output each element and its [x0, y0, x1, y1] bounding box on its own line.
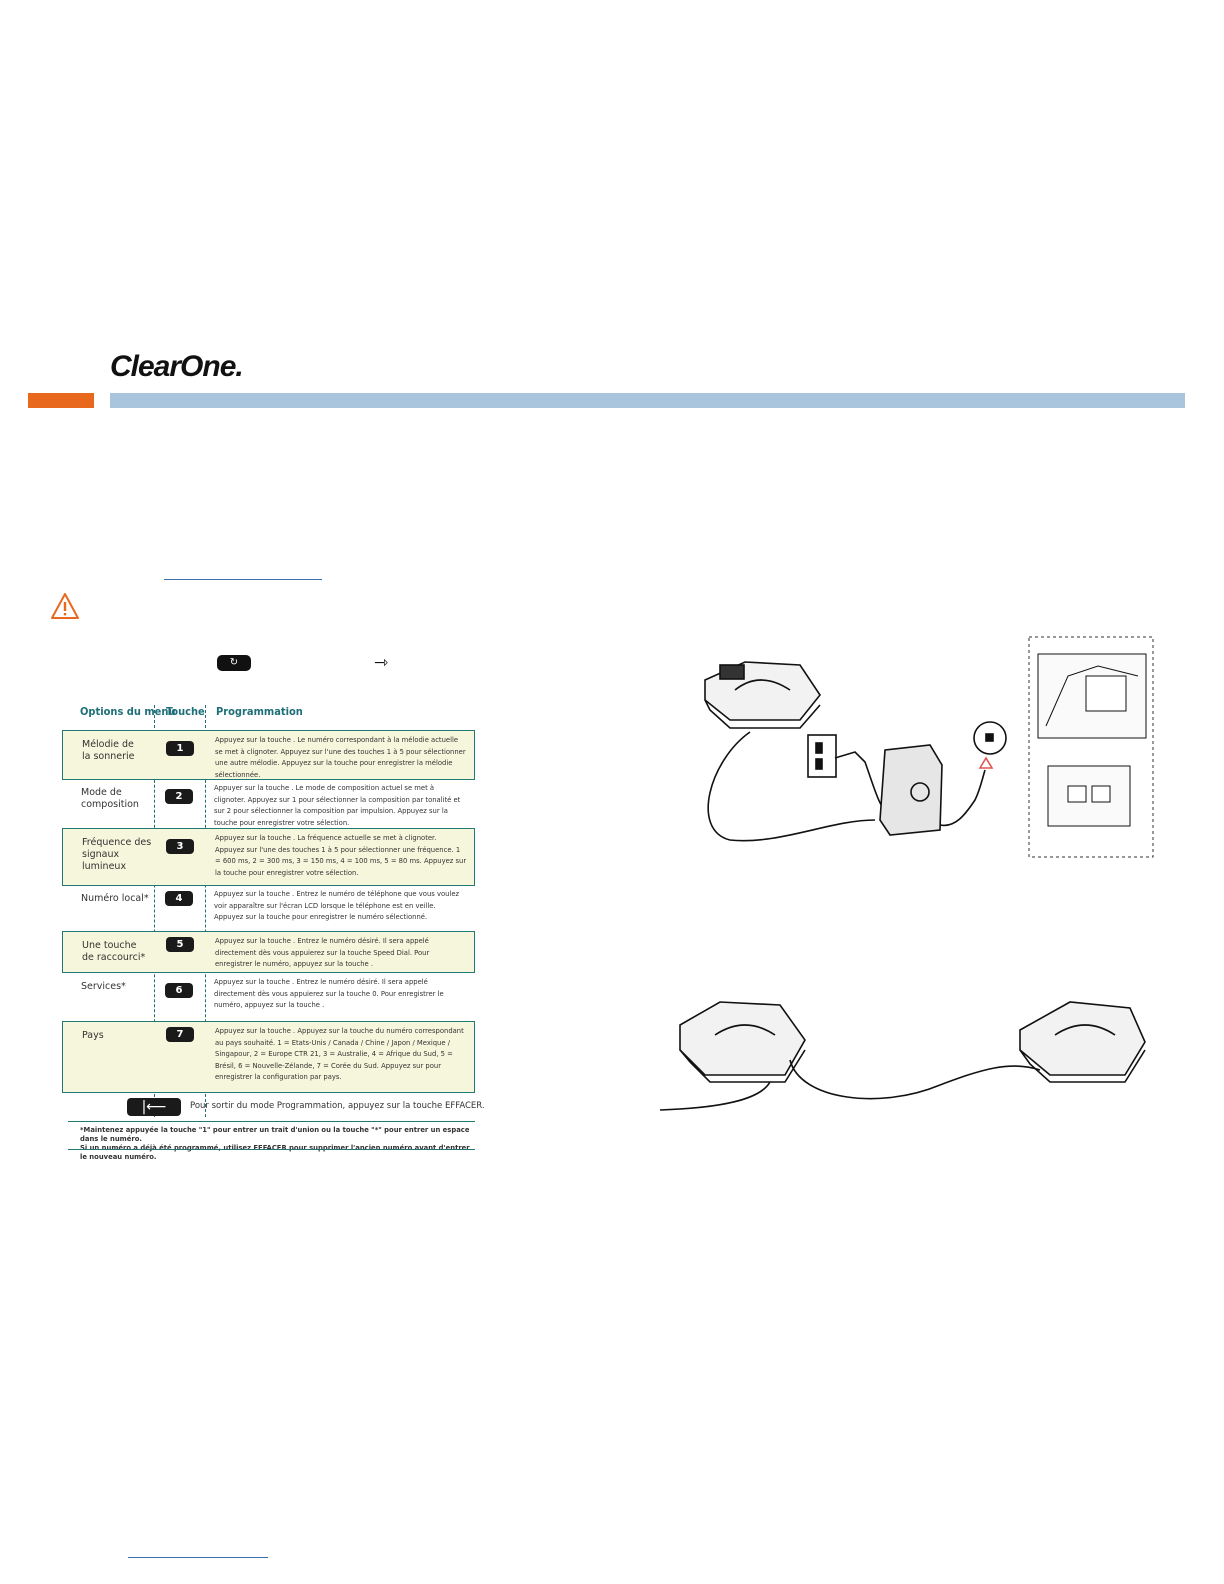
- orange-accent-bar: [28, 393, 94, 408]
- warning-triangle-icon: [50, 592, 80, 620]
- col-header-options: Options du menu: [80, 705, 176, 718]
- option-label: Numéro local*: [81, 893, 149, 904]
- header-rule: [110, 393, 1185, 408]
- key-2-icon: 2: [165, 789, 193, 804]
- programming-text: Appuyez sur la touche . Le numéro correspondant à la mélodie actuelle se met à clignoter. Appuyez sur l'une des touches 1 à 5 pour sélectionner une autre mélodie. Appuyez sur la touche pour enregistrer la mélodie sélectionnée.: [215, 736, 466, 779]
- key-7-icon: 7: [166, 1027, 194, 1042]
- programming-text: Appuyez sur la touche . Entrez le numéro désiré. Il sera appelé directement dès vous appuierez sur la touche Speed Dial. Pour enregistrer le numéro, appuyez sur la touche .: [215, 937, 430, 968]
- table-row: [62, 973, 473, 1019]
- programming-text: Appuyez sur la touche . Entrez le numéro de téléphone que vous voulez voir apparaître sur l'écran LCD lorsque le téléphone est en veille. Appuyez sur la touche pour enregistrer le numéro sélectionné.: [214, 890, 460, 921]
- divider: [68, 1121, 475, 1122]
- col-header-key: Touche: [166, 705, 205, 718]
- programming-text: Appuyez sur la touche . Appuyez sur la touche du numéro correspondant au pays souhaité. 1 = Etats-Unis / Canada / Chine / Japon / Mexique / Singapour, 2 = Europe CTR 21, 3 = Australie, 4 = Afrique du Sud, 5 = Brésil, 6 = Nouvelle-Zélande, 7 = Corée du Sud. Appuyez sur pour enregistrer la configuration par pays.: [215, 1027, 464, 1081]
- option-label: Une touche de raccourci*: [82, 940, 146, 963]
- programming-text: Appuyer sur la touche . Le mode de composition actuel se met à clignoter. Appuyez sur 1 pour sélectionner la composition par tonalité et sur 2 pour sélectionner la composition par impulsion. Appuyez sur la touche pour enregistrer votre sélection.: [214, 784, 461, 827]
- programming-table: [62, 705, 475, 1155]
- footnote-line: Si un numéro a déjà été programmé, utilisez EFFACER pour supprimer l'ancien numéro avant d'entrer le nouveau numéro.: [80, 1144, 470, 1161]
- option-label: Fréquence des signaux lumineux: [82, 837, 152, 872]
- footnote: [80, 1126, 475, 1162]
- table-row: [62, 1021, 475, 1093]
- speaker-key-icon: ↻: [217, 655, 251, 671]
- table-row: [62, 779, 473, 827]
- key-3-icon: 3: [166, 839, 194, 854]
- footnote-line: *Maintenez appuyée la touche "1" pour entrer un trait d'union ou la touche "*" pour entrer un espace dans le numéro.: [80, 1126, 470, 1143]
- option-label: Services*: [81, 981, 126, 992]
- clearone-logo: ClearOne.: [110, 350, 243, 383]
- option-label: Pays: [82, 1030, 104, 1041]
- table-row: [62, 931, 475, 973]
- divider: [68, 1149, 475, 1150]
- option-label: Mode de composition: [81, 787, 139, 810]
- key-6-icon: 6: [165, 983, 193, 998]
- jack-detail-illustration: [1028, 636, 1154, 858]
- key-4-icon: 4: [165, 891, 193, 906]
- table-row: [62, 828, 475, 886]
- option-label: Mélodie de la sonnerie: [82, 739, 135, 762]
- hyperlink-underline[interactable]: [128, 1557, 268, 1558]
- table-row: [62, 885, 473, 930]
- linked-phones-illustration: [660, 990, 1160, 1130]
- exit-instruction: Pour sortir du mode Programmation, appuyez sur la touche EFFACER.: [190, 1101, 485, 1111]
- key-1-icon: 1: [166, 741, 194, 756]
- programming-text: Appuyez sur la touche . Entrez le numéro désiré. Il sera appelé directement dès vous appuierez sur la touche 0. Pour enregistrer le numéro, appuyez sur la touche .: [214, 978, 444, 1009]
- arrow-right-icon: ⇾: [374, 653, 389, 673]
- hyperlink-underline[interactable]: [164, 579, 322, 580]
- key-5-icon: 5: [166, 937, 194, 952]
- programming-text: Appuyez sur la touche . La fréquence actuelle se met à clignoter. Appuyez sur l'une des touches 1 à 5 pour sélectionner une fréquence. 1 = 600 ms, 2 = 300 ms, 3 = 150 ms, 4 = 100 ms, 5 = 80 ms. Appuyez sur la touche pour enregistrer votre sélection.: [215, 834, 467, 877]
- col-header-prog: Programmation: [216, 705, 303, 718]
- table-row: [62, 730, 475, 780]
- conference-phone-setup-illustration: [690, 640, 1020, 855]
- clear-key-icon: |⟵: [127, 1098, 181, 1116]
